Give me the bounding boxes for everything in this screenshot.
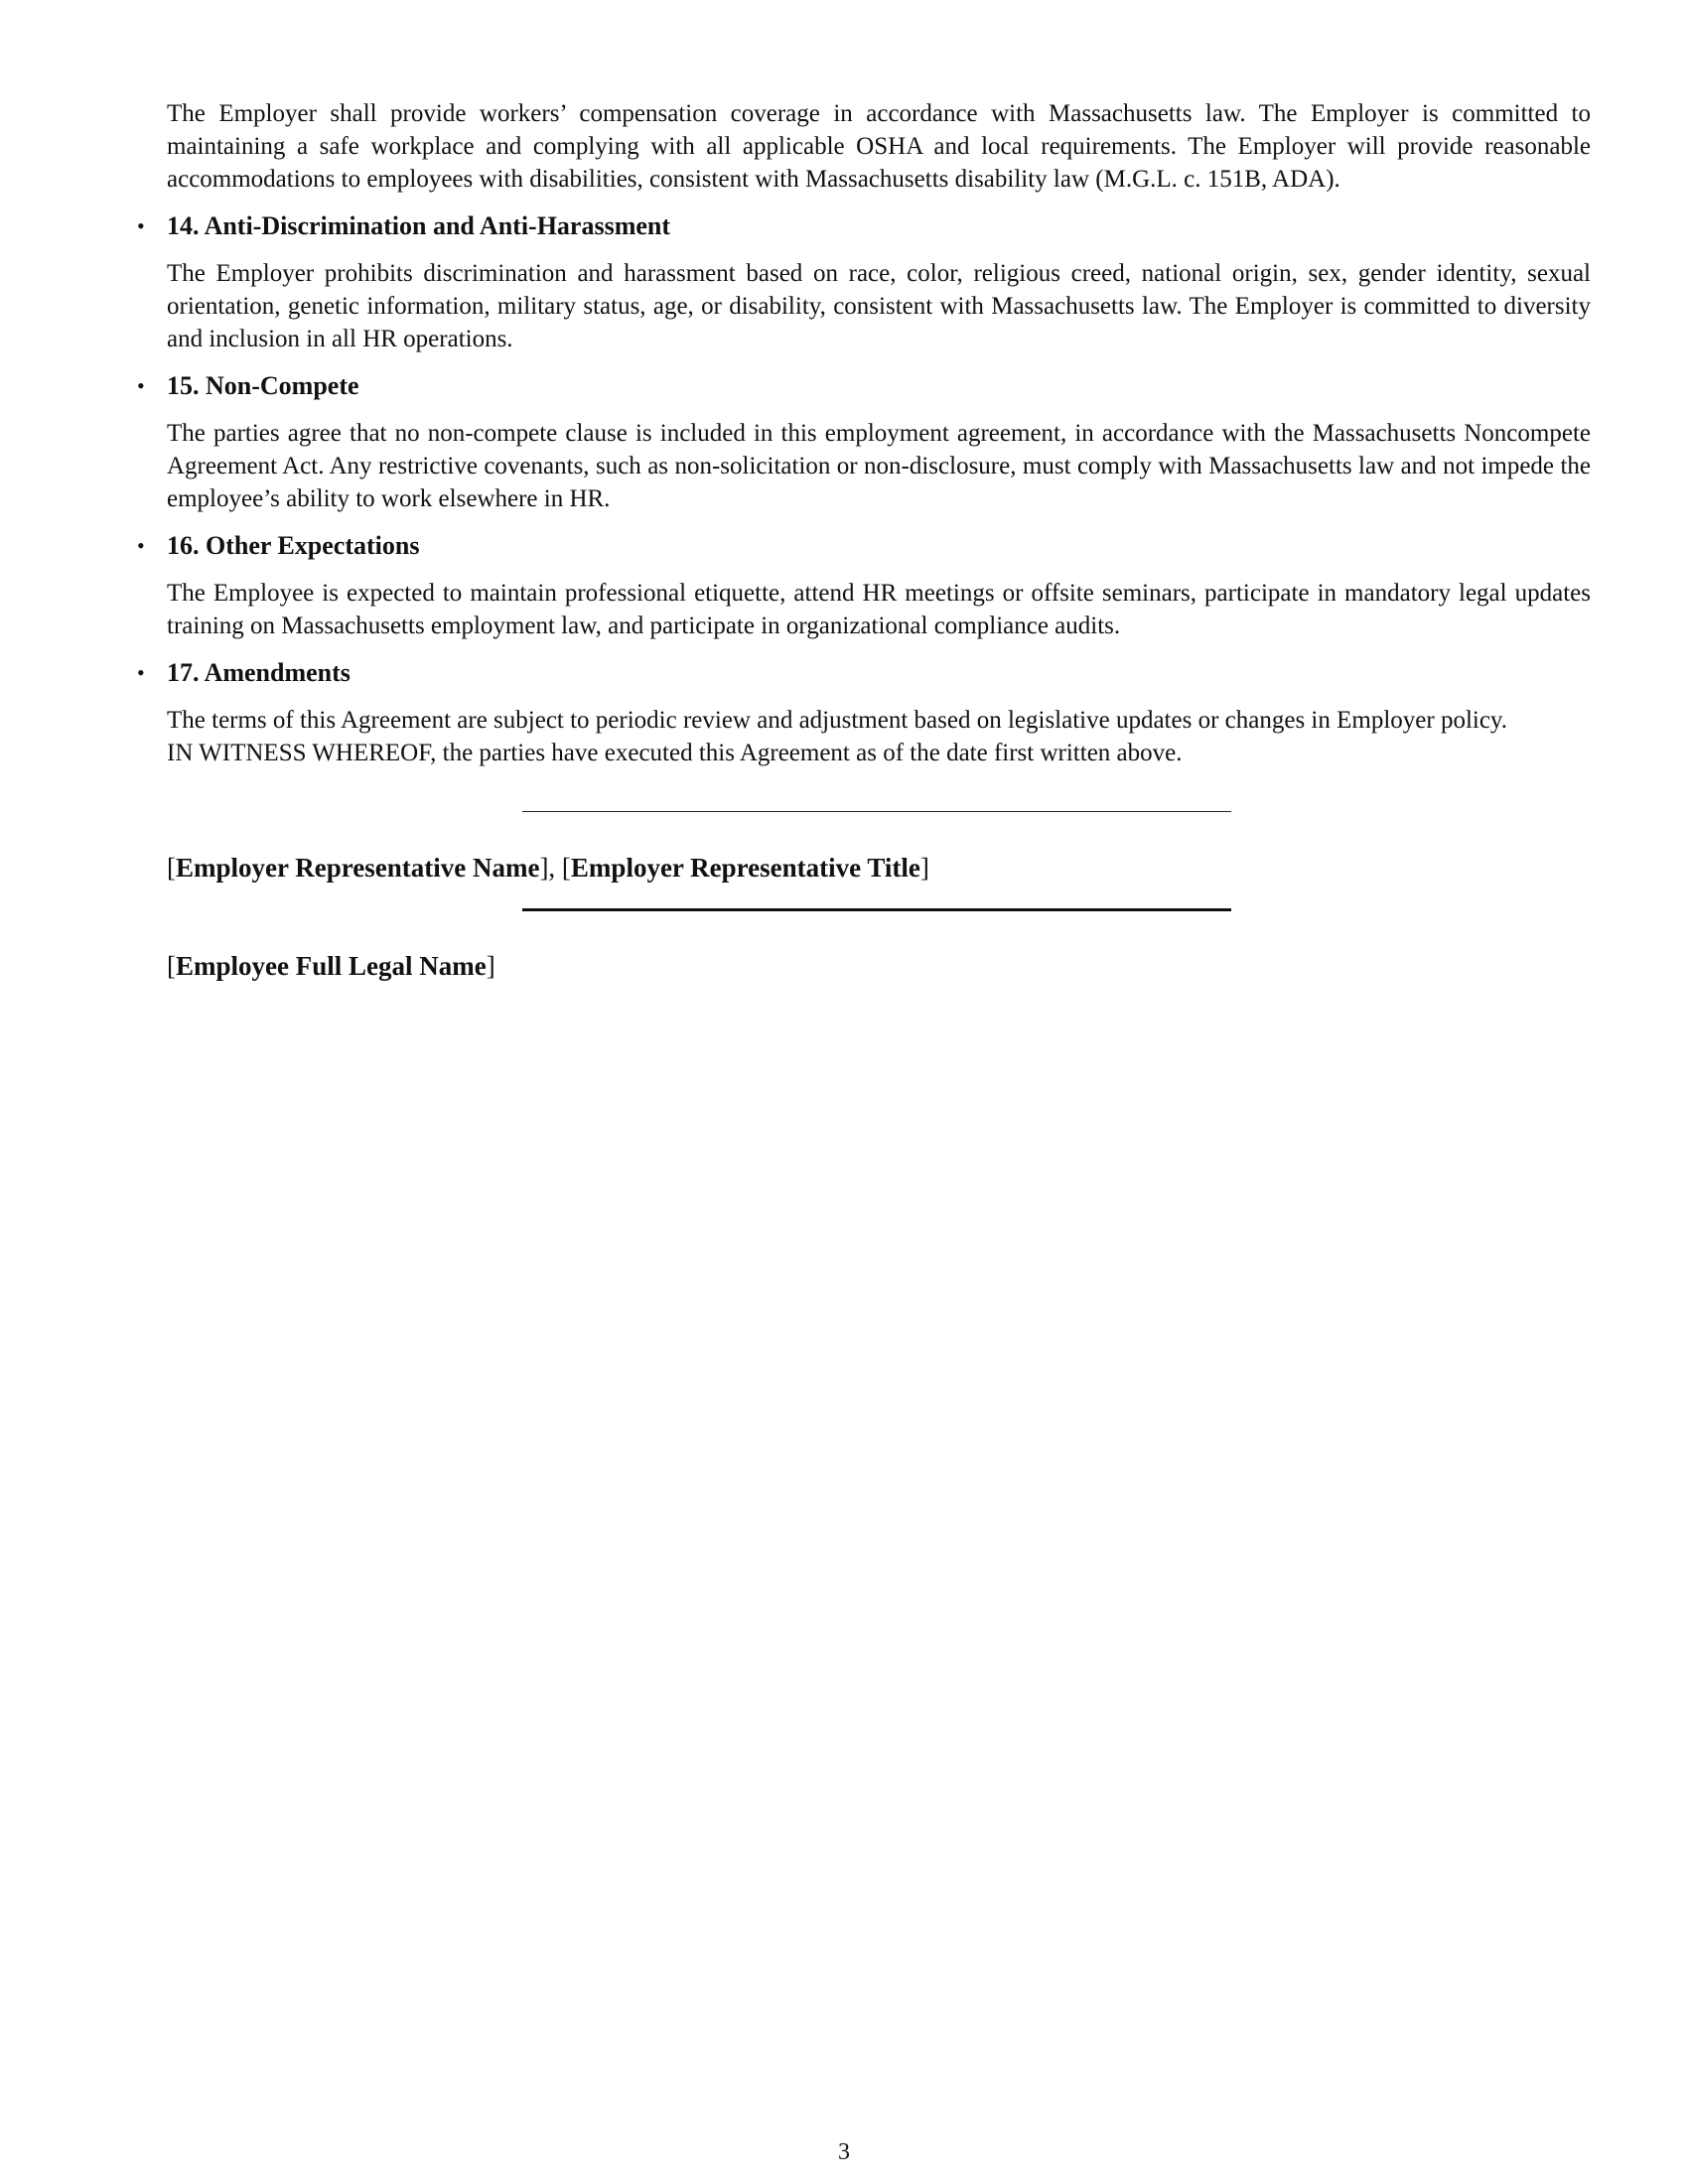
employer-name-placeholder: Employer Representative Name <box>176 853 540 883</box>
employer-title-placeholder: Employer Representative Title <box>570 853 920 883</box>
employee-signature-caption: [Employee Full Legal Name] <box>167 951 495 981</box>
employee-signature-line[interactable] <box>522 908 1231 911</box>
document-content <box>137 97 1591 981</box>
page-number: 3 <box>838 2139 850 2165</box>
intro-paragraph: The Employer shall provide workers’ compensation coverage in accordance with Massachusetts law. The Employer is committed to maintaining a safe workplace and complying with all applicable OSHA and local requirements. The Employer will provide reasonable accommodations to employees with disabilities, consistent with Massachusetts disability law (M.G.L. c. 151B, ADA). <box>167 100 1591 193</box>
section-heading-text: 16. Other Expectations <box>167 531 420 560</box>
section-14 <box>137 209 1591 355</box>
section-17 <box>137 656 1591 737</box>
bullet-icon: • <box>137 660 145 685</box>
bullet-icon: • <box>137 213 145 238</box>
section-16 <box>137 529 1591 642</box>
section-heading-text: 17. Amendments <box>167 658 351 687</box>
section-heading <box>137 656 1591 690</box>
section-body: The Employer prohibits discrimination and harassment based on race, color, religious creed, national origin, sex, gender identity, sexual orientation, genetic information, military status, age, or disability, consistent with Massachusetts law. The Employer is committed to diversity and inclusion in all HR operations. <box>167 260 1591 352</box>
section-heading-text: 15. Non-Compete <box>167 371 359 400</box>
section-heading <box>137 529 1591 563</box>
section-body: The Employee is expected to maintain professional etiquette, attend HR meetings or offsite seminars, participate in mandatory legal updates training on Massachusetts employment law, and participate in organizational compliance audits. <box>167 580 1591 639</box>
section-body: The parties agree that no non-compete clause is included in this employment agreement, in accordance with the Massachusetts Noncompete Agreement Act. Any restrictive covenants, such as non-solicitation or non-disclosure, must comply with Massachusetts law and not impede the employee’s ability to work elsewhere in HR. <box>167 420 1591 512</box>
section-heading-text: 14. Anti-Discrimination and Anti-Harassment <box>167 211 671 240</box>
section-15 <box>137 369 1591 515</box>
employee-name-placeholder: Employee Full Legal Name <box>176 951 487 981</box>
employer-signature-caption: [Employer Representative Name], [Employer Representative Title] <box>167 853 929 883</box>
witness-statement: IN WITNESS WHEREOF, the parties have executed this Agreement as of the date first written above. <box>167 740 1183 766</box>
bullet-icon: • <box>137 533 145 558</box>
employer-signature-line[interactable] <box>522 811 1231 812</box>
section-heading <box>137 209 1591 243</box>
bullet-icon: • <box>137 373 145 398</box>
section-heading <box>137 369 1591 403</box>
section-body: The terms of this Agreement are subject to periodic review and adjustment based on legislative updates or changes in Employer policy. <box>167 707 1508 734</box>
